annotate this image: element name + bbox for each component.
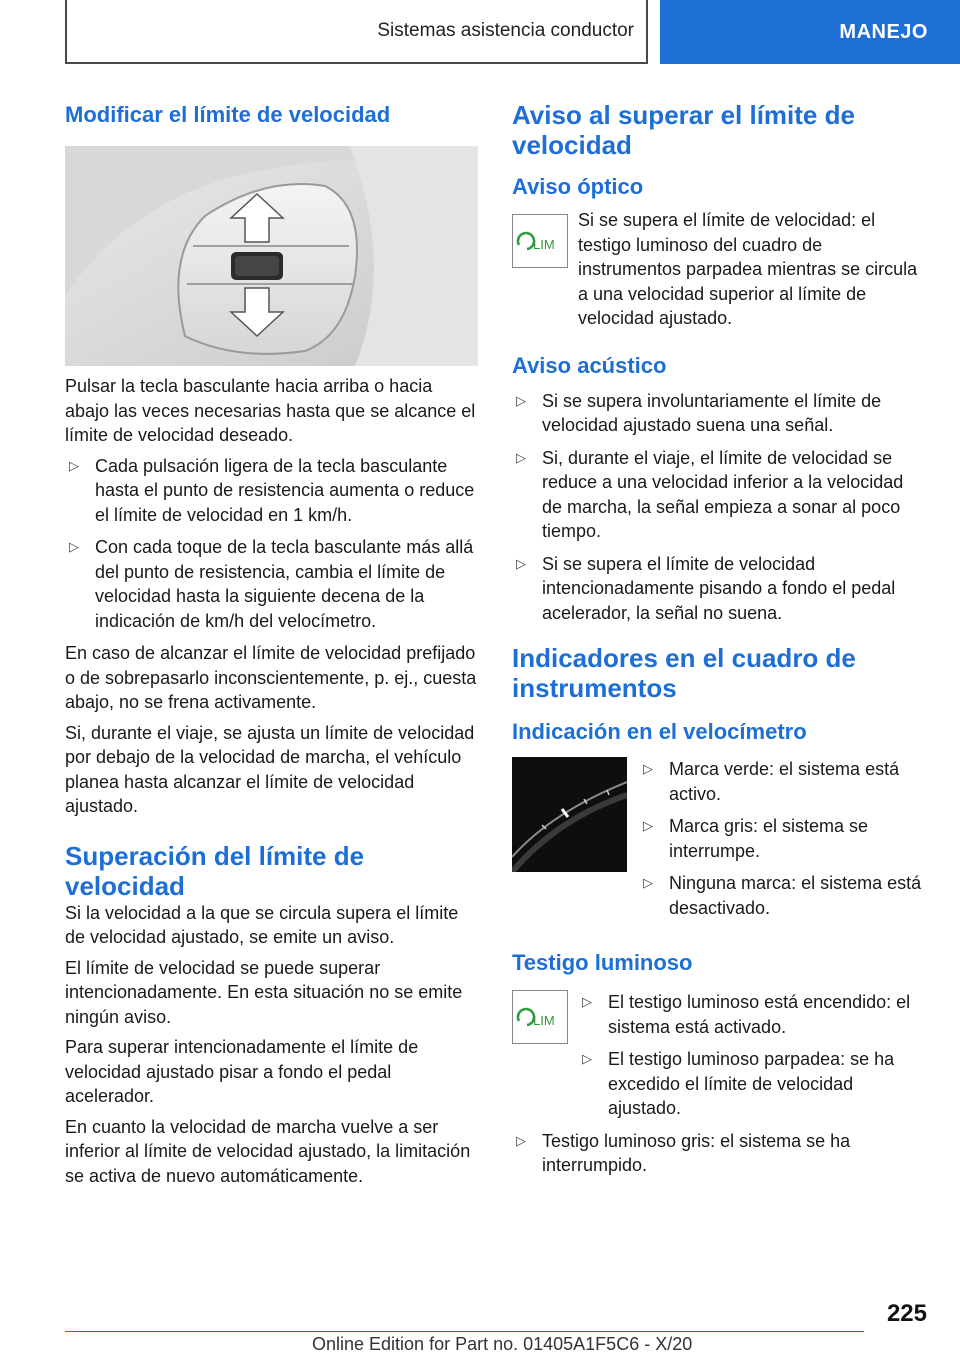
- paragraph-accelerator: Para superar intencionadamente el límite de velocidad ajustado pisar a fondo el pedal acelerador.: [65, 1037, 419, 1106]
- list-item: ▷ Marca gris: el sistema se interrumpe.: [639, 814, 927, 863]
- paragraph-optic-warning: Si se supera el límite de velocidad: el testigo luminoso del cuadro de instrumentos parpadea mientras se circula a una velocidad superior al límite de velocidad ajustado.: [578, 210, 918, 328]
- paragraph-press-rocker: Pulsar la tecla basculante hacia arriba o hacia abajo las veces necesarias hasta que se alcance el límite de velocidad deseado.: [65, 376, 476, 445]
- heading-acoustic-warning: Aviso acústico: [512, 352, 667, 378]
- speedometer-block: [512, 757, 927, 928]
- paragraph-intentional: El límite de velocidad se puede superar intencionadamente. En esta situación no se emite ningún aviso.: [65, 957, 463, 1027]
- bullet-list-lamp-grey: [512, 1129, 927, 1178]
- paragraph-no-brake: En caso de alcanzar el límite de velocidad prefijado o de sobrepasarlo inconscientemente, p. ej., cuesta abajo, no se frena activamente.: [65, 643, 477, 712]
- bullet-list-rocker: [65, 454, 478, 634]
- chapter-title: MANEJO: [839, 20, 928, 43]
- footer-divider: [65, 1331, 864, 1332]
- chapter-tab: [660, 0, 960, 64]
- svg-text:LIM: LIM: [533, 1013, 555, 1028]
- list-item: ▷ Testigo luminoso gris: el sistema se ha interrumpido.: [512, 1129, 927, 1178]
- heading-exceed-limit: Superación del límite de velocidad: [65, 840, 365, 901]
- right-column: [512, 100, 927, 1186]
- heading-indicators: Indicadores en el cuadro de instrumentos: [512, 643, 856, 703]
- list-item: ▷ Si se supera el límite de velocidad intencionadamente pisando a fondo el pedal acelerador, la señal no suena.: [512, 552, 927, 626]
- section-title: Sistemas asistencia conductor: [377, 20, 634, 41]
- list-item: ▷ Si se supera involuntariamente el límite de velocidad ajustado suena una señal.: [512, 389, 927, 438]
- list-item: ▷ Cada pulsación ligera de la tecla basculante hasta el punto de resistencia aumenta o reduce el límite de velocidad en 1 km/h.: [65, 454, 478, 528]
- lim-indicator-icon: [512, 990, 568, 1044]
- list-item: ▷ El testigo luminoso parpadea: se ha excedido el límite de velocidad ajustado.: [578, 1047, 927, 1121]
- paragraph-warning-issued: Si la velocidad a la que se circula supera el límite de velocidad ajustado, se emite un aviso.: [65, 902, 459, 947]
- bullet-list-speedometer: [639, 757, 927, 928]
- bullet-list-acoustic: [512, 389, 927, 626]
- running-header: [65, 0, 648, 64]
- optic-warning-block: [512, 208, 927, 331]
- list-item: ▷ Con cada toque de la tecla basculante más allá del punto de resistencia, cambia el límite de velocidad hasta la siguiente decena de la indicación de km/h del velocímetro.: [65, 535, 478, 633]
- list-item: ▷ El testigo luminoso está encendido: el sistema está activado.: [578, 990, 927, 1039]
- speedometer-image: [512, 757, 627, 872]
- list-item: ▷ Ninguna marca: el sistema está desactivado.: [639, 871, 927, 920]
- left-column: [65, 100, 478, 1194]
- heading-optic-warning: Aviso óptico: [512, 174, 644, 199]
- paragraph-coast: Si, durante el viaje, se ajusta un límite de velocidad por debajo de la velocidad de marcha, el vehículo planea hasta alcanzar el límite de velocidad ajustado.: [65, 722, 475, 816]
- steering-wheel-rocker-photo: [65, 146, 478, 366]
- heading-modify-limit: Modificar el límite de velocidad: [65, 102, 391, 127]
- heading-warning: Aviso al superar el límite de velocidad: [512, 100, 855, 160]
- indicator-lamp-block: [512, 990, 927, 1129]
- lim-indicator-icon: [512, 214, 568, 268]
- list-item: ▷ Marca verde: el sistema está activo.: [639, 757, 927, 806]
- bullet-list-lamp: [578, 990, 927, 1129]
- heading-indicator-lamp: Testigo luminoso: [512, 950, 693, 975]
- page-number: 225: [886, 1300, 927, 1327]
- edition-note: Online Edition for Part no. 01405A1F5C6 - X/20: [312, 1334, 693, 1354]
- heading-speedometer: Indicación en el velocímetro: [512, 719, 807, 744]
- svg-text:LIM: LIM: [533, 237, 555, 252]
- paragraph-reactivate: En cuanto la velocidad de marcha vuelve a ser inferior al límite de velocidad ajustado, la limitación se activa de nuevo automáticamente.: [65, 1116, 471, 1186]
- list-item: ▷ Si, durante el viaje, el límite de velocidad se reduce a una velocidad inferior a la velocidad de marcha, la señal empieza a sonar al poco tiempo.: [512, 446, 927, 544]
